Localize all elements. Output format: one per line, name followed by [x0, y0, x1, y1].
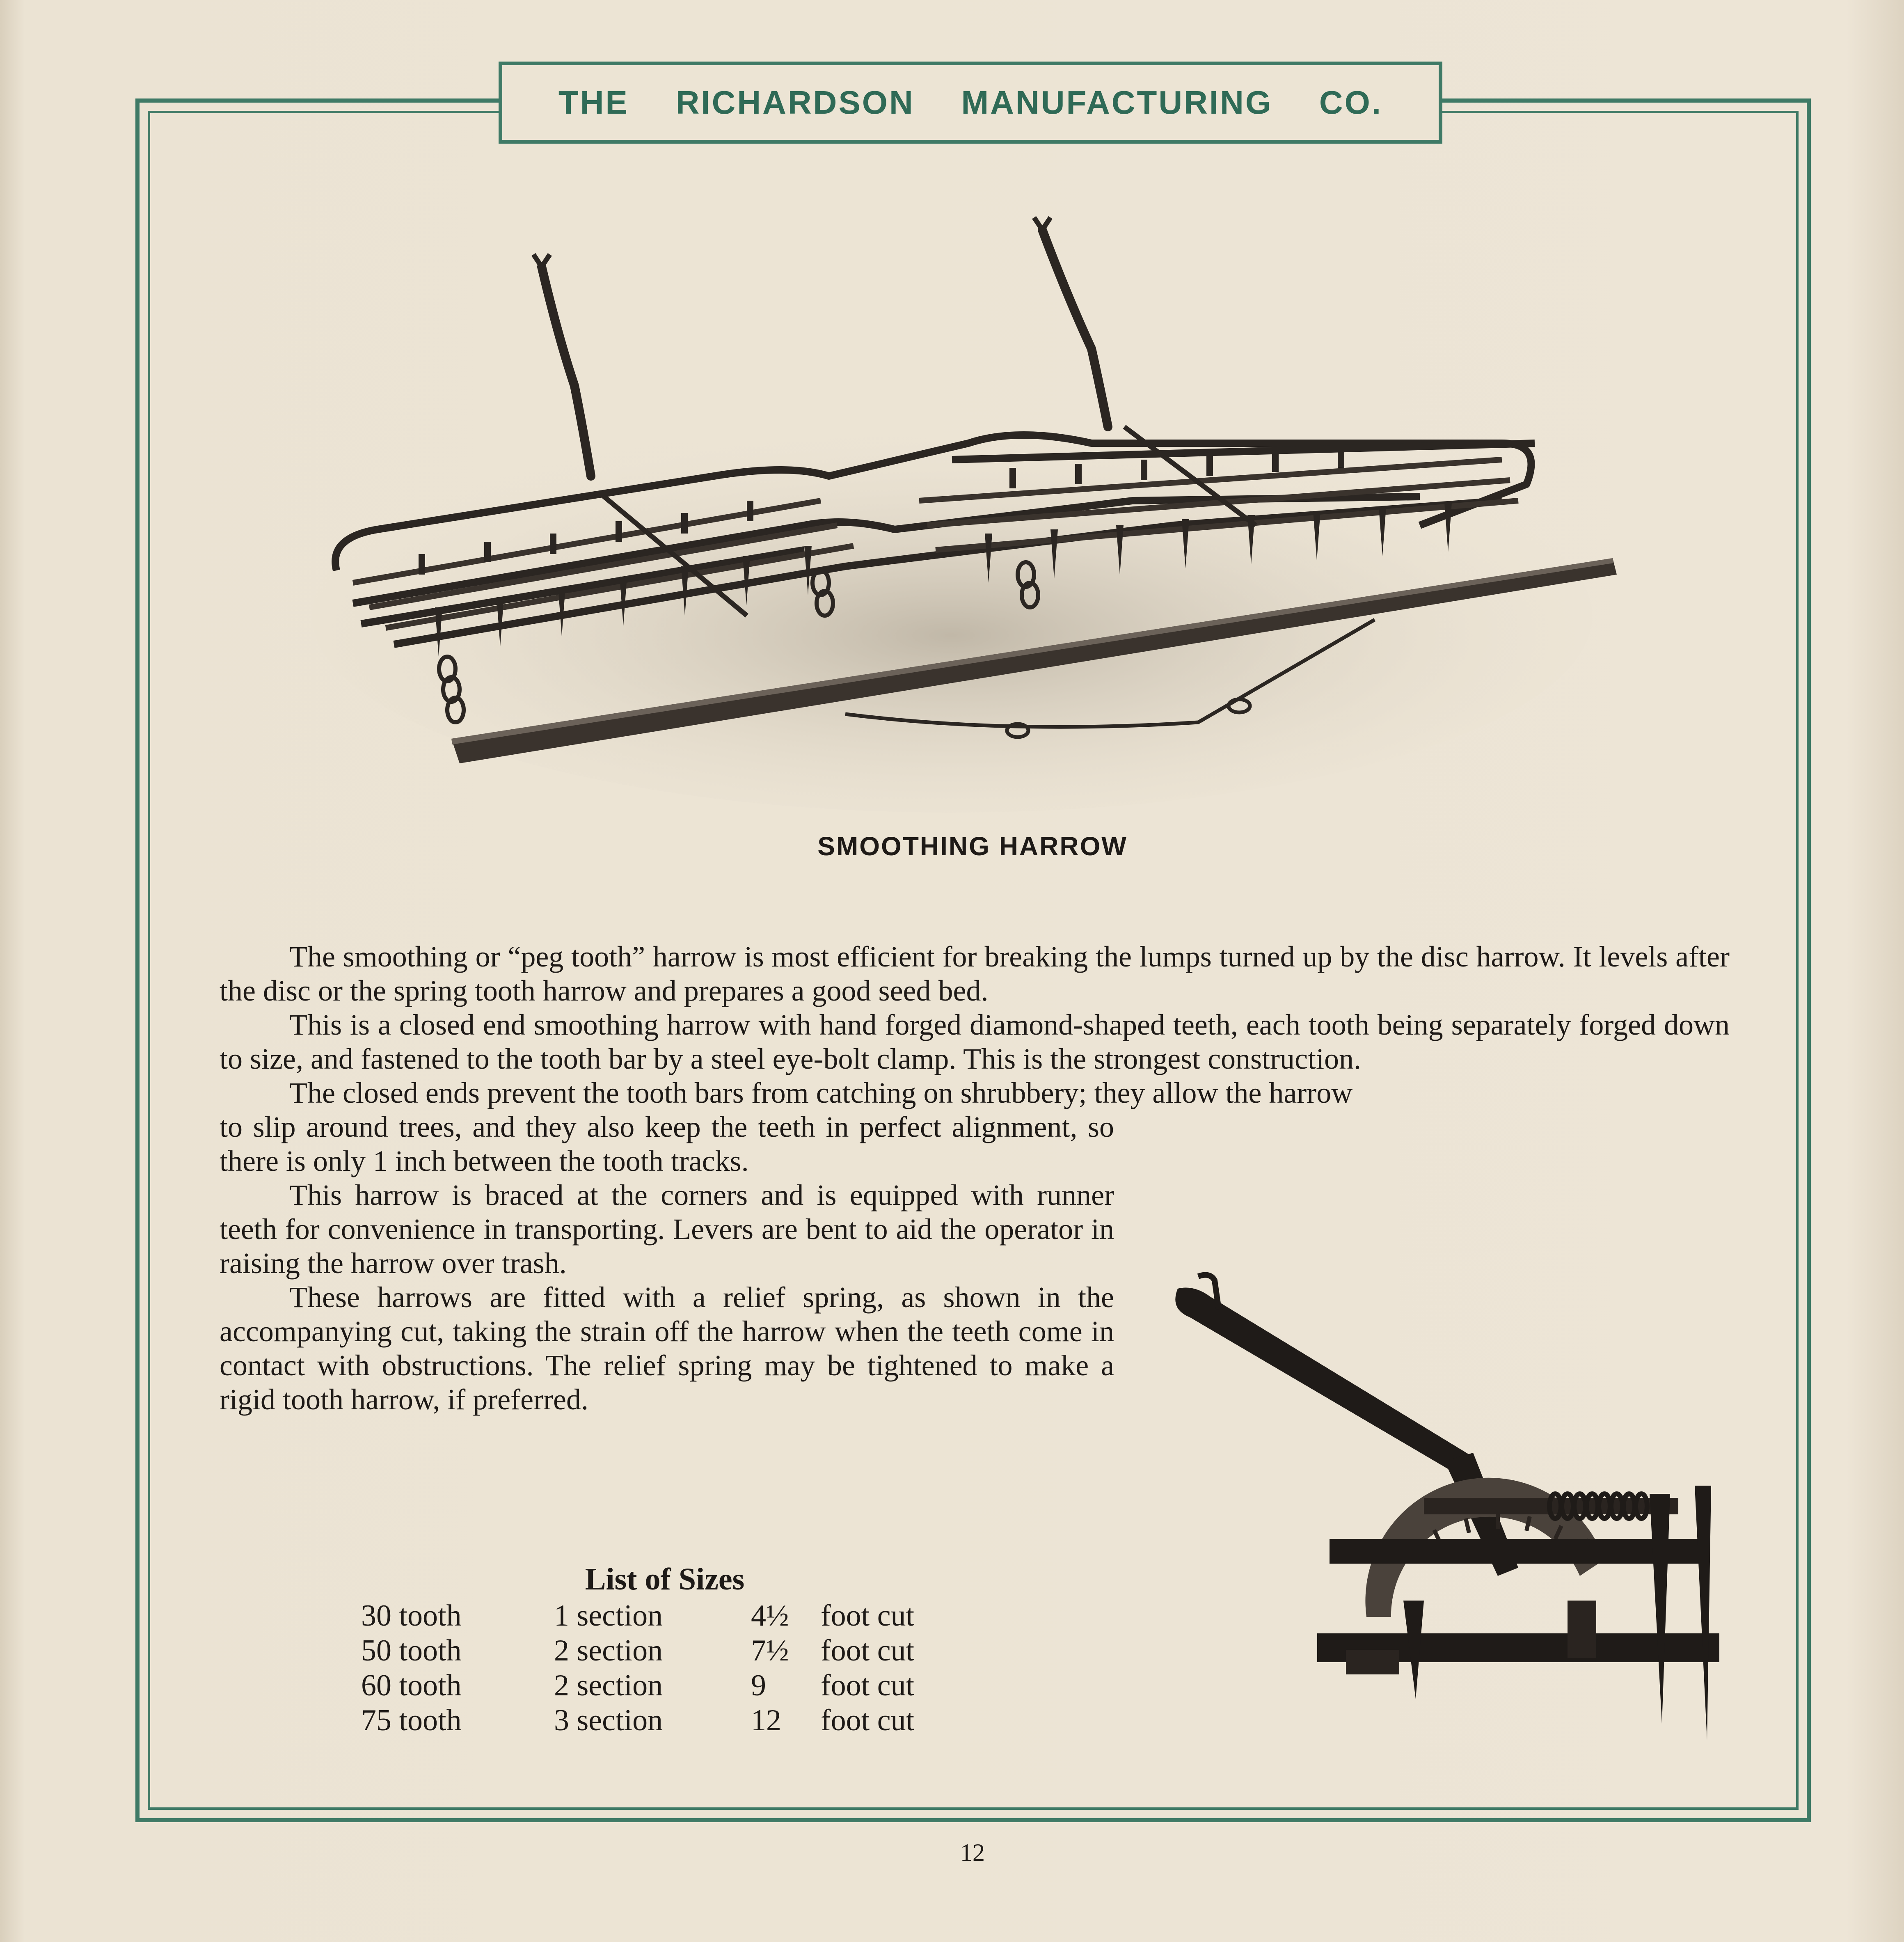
page-number: 12: [960, 1839, 985, 1866]
relief-spring-lever-illustration: [1161, 1264, 1744, 1744]
teeth-cell: 30 tooth: [361, 1599, 462, 1633]
paragraph: These harrows are fitted with a relief spring, as shown in the accompanying cut, taking the strain off the harrow when the teeth come in contact with obstructions. The relief spring may be tightened to make a rigid tooth harrow, if preferred.: [220, 1281, 1114, 1416]
cut-number-cell: 9: [751, 1669, 766, 1702]
figure-caption: SMOOTHING HARROW: [817, 831, 1128, 861]
section-cell: 2 section: [554, 1669, 663, 1702]
table-row: [361, 1598, 952, 1633]
table-row: [361, 1668, 952, 1703]
table-row: [361, 1633, 952, 1668]
cut-unit-cell: foot cut: [821, 1669, 915, 1702]
cut-unit-cell: foot cut: [821, 1599, 915, 1633]
paragraph: This is a closed end smoothing harrow with hand forged diamond-shaped teeth, each tooth being separately forged down to size, and fastened to the tooth bar by a steel eye-bolt clamp. This is the strongest construction.: [220, 1008, 1730, 1075]
cut-unit-cell: foot cut: [821, 1634, 915, 1667]
table-row: [361, 1703, 952, 1738]
header-word: MANUFACTURING: [961, 84, 1273, 121]
teeth-cell: 75 tooth: [361, 1704, 462, 1737]
cut-number-cell: 12: [751, 1704, 781, 1737]
cut-number-cell: 7½: [751, 1634, 789, 1667]
teeth-cell: 50 tooth: [361, 1634, 462, 1667]
paragraph: This harrow is braced at the corners and is equipped with runner teeth for convenience in transporting. Levers are bent to aid the operator in raising the harrow over trash.: [220, 1179, 1114, 1280]
sizes-table: [361, 1598, 952, 1738]
company-header: [499, 62, 1442, 144]
sizes-title: List of Sizes: [585, 1562, 745, 1596]
paragraph: The closed ends prevent the tooth bars from catching on shrubbery; they allow the harrow: [289, 1076, 1353, 1109]
paragraph: to slip around trees, and they also keep the teeth in perfect alignment, so there is only 1 inch between the tooth tracks.: [220, 1111, 1114, 1177]
cut-number-cell: 4½: [751, 1599, 789, 1633]
smoothing-harrow-illustration: [312, 213, 1633, 829]
teeth-cell: 60 tooth: [361, 1669, 462, 1702]
cut-unit-cell: foot cut: [821, 1704, 915, 1737]
section-cell: 1 section: [554, 1599, 663, 1633]
header-word: THE: [558, 84, 629, 121]
header-word: RICHARDSON: [675, 84, 915, 121]
paragraph: The smoothing or “peg tooth” harrow is most efficient for breaking the lumps turned up by the disc harrow. It levels after the disc or the spring tooth harrow and prepares a good seed bed.: [220, 940, 1730, 1007]
section-cell: 3 section: [554, 1704, 663, 1737]
section-cell: 2 section: [554, 1634, 663, 1667]
header-word: CO.: [1319, 84, 1383, 121]
